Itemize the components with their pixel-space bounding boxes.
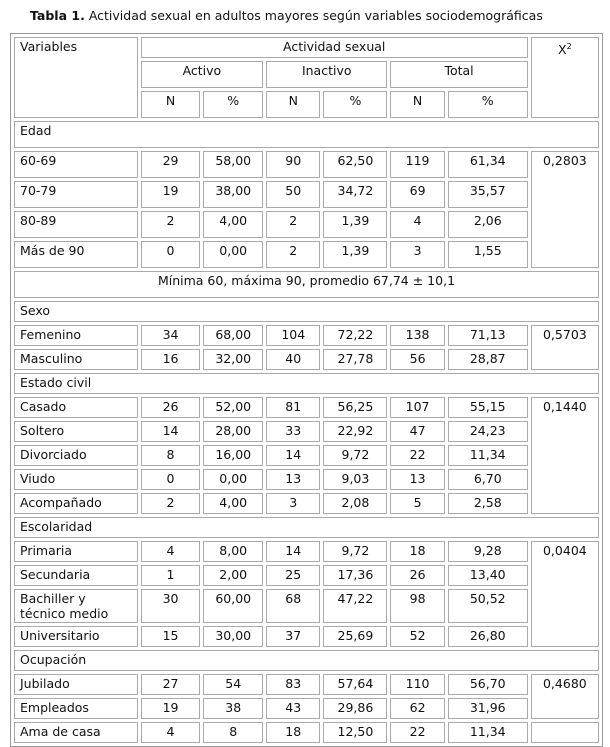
cell: 28,87 [448, 349, 528, 370]
cell: 2,58 [448, 493, 528, 514]
cell: 9,72 [323, 445, 387, 466]
row-label: Primaria [14, 541, 138, 562]
chi-sexo: 0,5703 [531, 325, 599, 370]
edad-summary: Mínima 60, máxima 90, promedio 67,74 ± 10,1 [14, 271, 599, 298]
cell: 14 [141, 421, 201, 442]
cell: 22,92 [323, 421, 387, 442]
cell: 4 [390, 211, 444, 238]
row-label: Ama de casa [14, 722, 138, 743]
cell: 38 [203, 698, 263, 719]
cell: 0,00 [203, 469, 263, 490]
chi-escolaridad: 0,0404 [531, 541, 599, 647]
cell: 58,00 [203, 151, 263, 178]
cell: 29 [141, 151, 201, 178]
cell: 35,57 [448, 181, 528, 208]
cell: 83 [266, 674, 320, 695]
cell: 2 [266, 211, 320, 238]
cell: 52 [390, 626, 444, 647]
cell: 56 [390, 349, 444, 370]
caption-label: Tabla 1. [30, 8, 85, 23]
cell: 2,00 [203, 565, 263, 586]
cell: 34 [141, 325, 201, 346]
cell: 11,34 [448, 445, 528, 466]
cell: 15 [141, 626, 201, 647]
cell: 4 [141, 541, 201, 562]
cell: 0,00 [203, 241, 263, 268]
cell: 0 [141, 469, 201, 490]
row-label: 80-89 [14, 211, 138, 238]
cell: 12,50 [323, 722, 387, 743]
cell: 18 [266, 722, 320, 743]
cell: 9,72 [323, 541, 387, 562]
cell: 37 [266, 626, 320, 647]
header-total: Total [390, 61, 527, 88]
cell: 22 [390, 722, 444, 743]
chi-ocupacion: 0,4680 [531, 674, 599, 719]
row-label: 60-69 [14, 151, 138, 178]
cell: 61,34 [448, 151, 528, 178]
row-label: Jubilado [14, 674, 138, 695]
cell: 22 [390, 445, 444, 466]
cell: 9,28 [448, 541, 528, 562]
cell: 16 [141, 349, 201, 370]
cell: 3 [390, 241, 444, 268]
header-pct-total: % [448, 91, 528, 118]
cell: 68,00 [203, 325, 263, 346]
cell: 27 [141, 674, 201, 695]
cell: 8,00 [203, 541, 263, 562]
cell: 8 [203, 722, 263, 743]
header-n-total: N [390, 91, 444, 118]
cell: 14 [266, 445, 320, 466]
section-civil: Estado civil [14, 373, 599, 394]
cell: 24,23 [448, 421, 528, 442]
header-activo: Activo [141, 61, 263, 88]
cell: 18 [390, 541, 444, 562]
cell: 26,80 [448, 626, 528, 647]
cell: 3 [266, 493, 320, 514]
cell: 1 [141, 565, 201, 586]
cell: 4,00 [203, 211, 263, 238]
cell: 27,78 [323, 349, 387, 370]
cell: 138 [390, 325, 444, 346]
row-label: Secundaria [14, 565, 138, 586]
cell: 104 [266, 325, 320, 346]
row-label: Universitario [14, 626, 138, 647]
cell: 68 [266, 589, 320, 623]
section-ocupacion: Ocupación [14, 650, 599, 671]
cell: 2 [141, 211, 201, 238]
cell: 29,86 [323, 698, 387, 719]
section-escolaridad: Escolaridad [14, 517, 599, 538]
chi-symbol: X [558, 42, 567, 58]
table-caption [30, 8, 543, 23]
section-edad: Edad [14, 121, 599, 148]
cell: 40 [266, 349, 320, 370]
cell: 43 [266, 698, 320, 719]
header-n-inactivo: N [266, 91, 320, 118]
row-label: Divorciado [14, 445, 138, 466]
cell: 13 [266, 469, 320, 490]
cell: 30 [141, 589, 201, 623]
cell: 19 [141, 698, 201, 719]
cell: 81 [266, 397, 320, 418]
cell: 34,72 [323, 181, 387, 208]
cell: 110 [390, 674, 444, 695]
cell: 62 [390, 698, 444, 719]
header-variables: Variables [14, 37, 138, 118]
cell: 13,40 [448, 565, 528, 586]
row-label: Empleados [14, 698, 138, 719]
caption-text: Actividad sexual en adultos mayores según variables sociodemográficas [88, 8, 543, 23]
row-label: Bachiller y técnico medio [14, 589, 138, 623]
section-sexo: Sexo [14, 301, 599, 322]
cell: 72,22 [323, 325, 387, 346]
cell: 30,00 [203, 626, 263, 647]
cell: 69 [390, 181, 444, 208]
cell: 90 [266, 151, 320, 178]
chi-edad: 0,2803 [531, 151, 599, 268]
cell: 60,00 [203, 589, 263, 623]
cell: 38,00 [203, 181, 263, 208]
cell: 62,50 [323, 151, 387, 178]
cell: 50,52 [448, 589, 528, 623]
row-label: Femenino [14, 325, 138, 346]
header-pct-inactivo: % [323, 91, 387, 118]
cell: 56,70 [448, 674, 528, 695]
chi-civil: 0,1440 [531, 397, 599, 514]
cell: 33 [266, 421, 320, 442]
cell: 1,39 [323, 241, 387, 268]
data-table [10, 33, 603, 747]
header-chi [531, 37, 599, 118]
header-n-activo: N [141, 91, 201, 118]
cell: 1,55 [448, 241, 528, 268]
cell: 119 [390, 151, 444, 178]
cell: 47 [390, 421, 444, 442]
header-actividad: Actividad sexual [141, 37, 528, 58]
cell: 71,13 [448, 325, 528, 346]
cell: 26 [390, 565, 444, 586]
cell: 13 [390, 469, 444, 490]
chi-superscript: 2 [566, 42, 572, 51]
row-label: Acompañado [14, 493, 138, 514]
cell: 2,06 [448, 211, 528, 238]
cell: 1,39 [323, 211, 387, 238]
cell: 6,70 [448, 469, 528, 490]
cell: 14 [266, 541, 320, 562]
cell: 55,15 [448, 397, 528, 418]
cell: 98 [390, 589, 444, 623]
cell: 52,00 [203, 397, 263, 418]
empty-cell [531, 722, 599, 743]
cell: 47,22 [323, 589, 387, 623]
cell: 11,34 [448, 722, 528, 743]
cell: 54 [203, 674, 263, 695]
cell: 57,64 [323, 674, 387, 695]
row-label: Más de 90 [14, 241, 138, 268]
cell: 26 [141, 397, 201, 418]
cell: 8 [141, 445, 201, 466]
cell: 28,00 [203, 421, 263, 442]
cell: 17,36 [323, 565, 387, 586]
cell: 31,96 [448, 698, 528, 719]
cell: 4 [141, 722, 201, 743]
cell: 5 [390, 493, 444, 514]
cell: 16,00 [203, 445, 263, 466]
header-pct-activo: % [203, 91, 263, 118]
row-label: 70-79 [14, 181, 138, 208]
cell: 2 [141, 493, 201, 514]
cell: 25,69 [323, 626, 387, 647]
row-label: Casado [14, 397, 138, 418]
cell: 2,08 [323, 493, 387, 514]
cell: 19 [141, 181, 201, 208]
cell: 2 [266, 241, 320, 268]
row-label: Masculino [14, 349, 138, 370]
header-inactivo: Inactivo [266, 61, 387, 88]
row-label: Soltero [14, 421, 138, 442]
row-label: Viudo [14, 469, 138, 490]
cell: 32,00 [203, 349, 263, 370]
cell: 9,03 [323, 469, 387, 490]
cell: 25 [266, 565, 320, 586]
cell: 0 [141, 241, 201, 268]
cell: 50 [266, 181, 320, 208]
cell: 56,25 [323, 397, 387, 418]
cell: 4,00 [203, 493, 263, 514]
cell: 107 [390, 397, 444, 418]
